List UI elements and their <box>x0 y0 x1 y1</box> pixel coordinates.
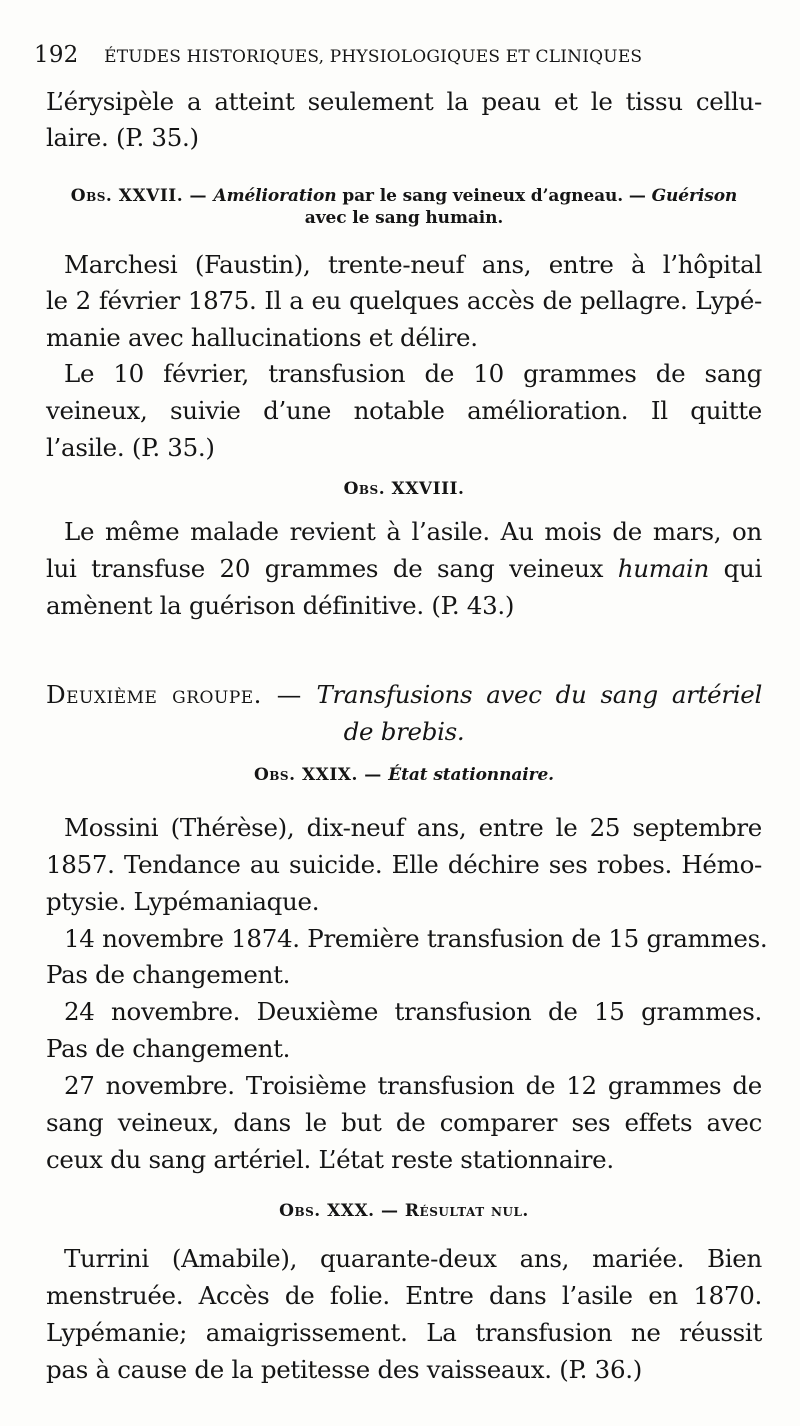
text-line: amènent la guérison définitive. (P. 43.) <box>46 591 515 620</box>
text-line: le 2 février 1875. Il a eu quelques accès de pellagre. Lypé- <box>46 286 762 315</box>
text-line: veineux, suivie d’une notable amélioration. Il quitte <box>46 396 762 425</box>
text-line: pas à cause de la petitesse des vaisseaux. (P. 36.) <box>46 1355 642 1384</box>
running-header <box>34 40 674 70</box>
text-line: Mossini (Thérèse), dix-neuf ans, entre le 25 septembre <box>64 813 762 842</box>
text-line: L’érysipèle a atteint seulement la peau et le tissu cellu- <box>46 87 762 116</box>
obs-italic: État stationnaire. <box>388 765 554 785</box>
obs-italic: Guérison <box>651 186 738 206</box>
text-italic: humain <box>617 554 709 583</box>
group-title: Transfusions avec du sang artériel <box>316 680 762 709</box>
group-title-cont: de brebis. <box>343 717 465 746</box>
obs-italic: Amélioration <box>213 186 337 206</box>
group-heading <box>46 677 762 713</box>
text-line: 14 novembre 1874. Première transfusion de 15 grammes. <box>64 924 768 953</box>
text-line: ceux du sang artériel. L’état reste stationnaire. <box>46 1145 614 1174</box>
text-line: menstruée. Accès de folie. Entre dans l’asile en 1870. <box>46 1281 762 1310</box>
text-line: Marchesi (Faustin), trente-neuf ans, entre à l’hôpital <box>64 250 762 279</box>
text-line: 24 novembre. Deuxième transfusion de 15 grammes. <box>64 997 762 1026</box>
text-line: l’asile. (P. 35.) <box>46 433 215 462</box>
observation-heading <box>46 762 762 788</box>
obs-text: par le sang veineux d’agneau. — <box>336 186 652 206</box>
text-run: qui <box>708 554 762 583</box>
text-run: lui transfuse 20 grammes de sang veineux <box>46 554 618 583</box>
text-line: Pas de changement. <box>46 1034 291 1063</box>
text-line: 27 novembre. Troisième transfusion de 12 grammes de <box>64 1071 762 1100</box>
text-line: sang veineux, dans le but de comparer ses effets avec <box>46 1108 762 1137</box>
obs-label: Obs. XXIX. — <box>253 765 389 785</box>
running-title: ÉTUDES HISTORIQUES, PHYSIOLOGIQUES ET CLINIQUES <box>104 47 643 67</box>
text-line: Lypémanie; amaigrissement. La transfusion ne réussit <box>46 1318 762 1347</box>
page-number: 192 <box>34 42 79 68</box>
text-line: laire. (P. 35.) <box>46 123 199 152</box>
group-label: Deuxième groupe. — <box>46 680 317 709</box>
text-line: 1857. Tendance au suicide. Elle déchire ses robes. Hémo- <box>46 850 762 879</box>
text-line: Turrini (Amabile), quarante-deux ans, mariée. Bien <box>64 1244 762 1273</box>
text-line: manie avec hallucinations et délire. <box>46 323 478 352</box>
text-line: Le 10 février, transfusion de 10 grammes de sang <box>64 359 762 388</box>
group-heading-cont <box>46 714 762 750</box>
text-line: Pas de changement. <box>46 960 291 989</box>
observation-heading-cont: avec le sang humain. <box>304 208 504 228</box>
observation-heading: Obs. XXVIII. <box>343 479 465 499</box>
obs-label: Obs. XXVII. — <box>70 186 214 206</box>
text-line: Le même malade revient à l’asile. Au mois de mars, on <box>64 517 762 546</box>
text-line: ptysie. Lypémaniaque. <box>46 887 320 916</box>
observation-heading: Obs. XXX. — Résultat nul. <box>279 1201 529 1221</box>
text-line <box>46 551 762 587</box>
